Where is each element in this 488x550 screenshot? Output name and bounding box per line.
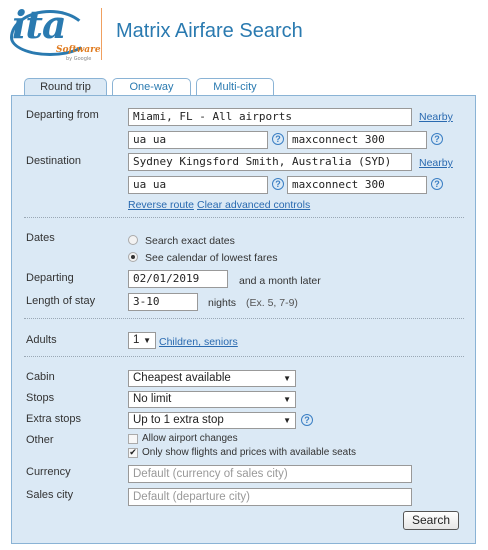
chevron-down-icon: ▼ <box>283 374 291 383</box>
search-form-panel <box>11 95 476 544</box>
departing-date-label: Departing <box>26 272 74 284</box>
destination-label: Destination <box>26 155 82 167</box>
destination-extension-help-icon[interactable]: ? <box>431 178 443 190</box>
nights-label: nights <box>208 297 237 309</box>
cabin-select-value: Cheapest available <box>133 372 231 384</box>
departing-from-label: Departing from <box>26 109 99 121</box>
destination-extension-input[interactable]: maxconnect 300 <box>287 176 427 194</box>
adults-select[interactable] <box>128 332 156 349</box>
departing-routing-help-icon[interactable]: ? <box>272 133 284 145</box>
tab-multi-city[interactable]: Multi-city <box>196 78 274 96</box>
departing-date-input[interactable]: 02/01/2019 <box>128 270 228 288</box>
stops-label: Stops <box>26 392 55 404</box>
other-label: Other <box>26 434 54 446</box>
stops-select-value: No limit <box>133 393 172 405</box>
cabin-label: Cabin <box>26 371 55 383</box>
ita-logo <box>10 2 101 64</box>
destination-routing-help-icon[interactable]: ? <box>272 178 284 190</box>
available-seats-checkbox[interactable]: ✔ <box>129 448 137 458</box>
sales-city-label: Sales city <box>26 489 74 501</box>
extra-stops-label: Extra stops <box>26 413 82 425</box>
available-seats-label: Only show flights and prices with available seats <box>142 447 356 458</box>
search-button[interactable]: Search <box>403 511 459 530</box>
children-seniors-link[interactable]: Children, seniors <box>159 336 238 348</box>
chevron-down-icon: ▼ <box>283 395 291 404</box>
adults-label: Adults <box>26 334 57 346</box>
departing-extension-help-icon[interactable]: ? <box>431 133 443 145</box>
extra-stops-help-icon[interactable]: ? <box>301 414 313 426</box>
destination-routing-input[interactable]: ua ua <box>128 176 268 194</box>
tab-round-trip[interactable]: Round trip <box>24 78 107 96</box>
nights-hint: (Ex. 5, 7-9) <box>246 297 298 309</box>
section-divider <box>24 318 464 319</box>
reverse-route-link[interactable]: Reverse route <box>128 199 194 211</box>
section-divider <box>24 356 464 357</box>
calendar-fares-label: See calendar of lowest fares <box>145 252 278 264</box>
departing-from-input[interactable]: Miami, FL - All airports <box>128 108 412 126</box>
month-later-text: and a month later <box>239 275 321 287</box>
calendar-fares-radio[interactable] <box>128 252 138 262</box>
currency-label: Currency <box>26 466 71 478</box>
adults-select-value: 1 <box>133 334 140 346</box>
stops-select[interactable] <box>128 391 296 408</box>
extra-stops-select-value: Up to 1 extra stop <box>133 414 224 426</box>
logo-subtext: Software <box>56 45 101 55</box>
extra-stops-select[interactable] <box>128 412 296 429</box>
header-divider <box>101 8 102 60</box>
logo-text: ita <box>12 2 66 47</box>
dates-label: Dates <box>26 232 55 244</box>
chevron-down-icon: ▼ <box>283 416 291 425</box>
currency-input[interactable]: Default (currency of sales city) <box>128 465 412 483</box>
allow-airport-changes-checkbox[interactable] <box>128 434 138 444</box>
departing-extension-input[interactable]: maxconnect 300 <box>287 131 427 149</box>
section-divider <box>24 217 464 218</box>
sales-city-input[interactable]: Default (departure city) <box>128 488 412 506</box>
page-title: Matrix Airfare Search <box>116 20 303 42</box>
clear-advanced-controls-link[interactable]: Clear advanced controls <box>197 199 311 211</box>
destination-input[interactable]: Sydney Kingsford Smith, Australia (SYD) <box>128 153 412 171</box>
exact-dates-radio[interactable] <box>128 235 138 245</box>
length-of-stay-label: Length of stay <box>26 295 96 307</box>
departing-nearby-link[interactable]: Nearby <box>419 111 453 123</box>
cabin-select[interactable] <box>128 370 296 387</box>
length-of-stay-input[interactable]: 3-10 <box>128 293 198 311</box>
chevron-down-icon: ▼ <box>143 336 151 345</box>
allow-airport-changes-label: Allow airport changes <box>142 433 238 444</box>
destination-nearby-link[interactable]: Nearby <box>419 157 453 169</box>
tab-one-way[interactable]: One-way <box>112 78 191 96</box>
departing-routing-input[interactable]: ua ua <box>128 131 268 149</box>
logo-byline: by Google <box>66 56 92 62</box>
exact-dates-label: Search exact dates <box>145 235 235 247</box>
